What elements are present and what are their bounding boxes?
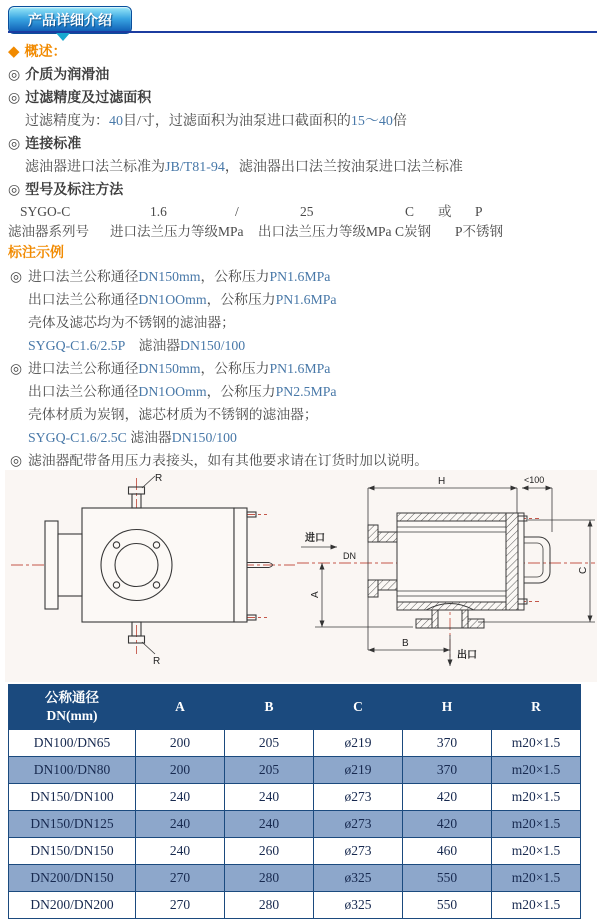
table-cell: ø273 bbox=[314, 838, 403, 865]
text-segment: ，公称压力 bbox=[206, 384, 276, 399]
example-line bbox=[8, 265, 597, 288]
text-segment: 过滤精度为： bbox=[25, 114, 109, 129]
table-cell: 370 bbox=[403, 730, 492, 757]
example-line bbox=[8, 357, 597, 380]
table-cell: 240 bbox=[225, 811, 314, 838]
text-segment: 出口法兰公称通径 bbox=[28, 292, 139, 307]
table-row bbox=[9, 865, 581, 892]
technical-drawing bbox=[5, 470, 597, 682]
model-code-part: 或 bbox=[438, 204, 452, 219]
label-dn: DN bbox=[343, 551, 356, 561]
dimension-table bbox=[8, 684, 581, 919]
text-segment: 15～40 bbox=[350, 114, 393, 129]
table-cell: ø219 bbox=[314, 757, 403, 784]
content-area bbox=[8, 41, 597, 472]
table-cell: 270 bbox=[136, 892, 225, 919]
example-line bbox=[8, 334, 597, 357]
text-segment: SYGQ-C1.6/2.5C bbox=[28, 430, 127, 445]
spec-heading bbox=[8, 64, 597, 87]
example-line bbox=[8, 311, 597, 334]
examples-title-label: 标注示例 bbox=[8, 246, 64, 261]
table-cell: 550 bbox=[403, 865, 492, 892]
table-cell: 205 bbox=[225, 757, 314, 784]
table-header-dn-line: 公称通径 bbox=[45, 690, 99, 705]
example-line bbox=[8, 380, 597, 403]
text-segment: PN1.6MPa bbox=[269, 361, 331, 376]
text-segment: JB/T81-94 bbox=[165, 160, 225, 175]
text-segment: DN1OOmm bbox=[138, 384, 207, 399]
text-segment: DN1OOmm bbox=[138, 292, 207, 307]
text-segment: 滤油器 bbox=[124, 338, 181, 353]
text-segment: PN1.6MPa bbox=[269, 269, 331, 284]
table-header bbox=[9, 685, 581, 730]
table-cell: DN100/DN65 bbox=[9, 730, 136, 757]
table-cell: m20×1.5 bbox=[492, 784, 581, 811]
table-cell: DN100/DN80 bbox=[9, 757, 136, 784]
model-code-part: P bbox=[475, 204, 483, 219]
text-segment: PN2.5MPa bbox=[275, 384, 337, 399]
text-segment: 目/寸，过滤面积为油泵进口截面积的 bbox=[123, 114, 351, 129]
page-title: 产品详细介绍 bbox=[28, 12, 112, 28]
example-line bbox=[8, 288, 597, 311]
table-cell: m20×1.5 bbox=[492, 730, 581, 757]
page-title-tab bbox=[8, 6, 132, 34]
table-cell: 200 bbox=[136, 757, 225, 784]
text-segment: 40 bbox=[109, 114, 123, 129]
overview-blocks bbox=[8, 64, 597, 202]
table-cell: m20×1.5 bbox=[492, 892, 581, 919]
section-view bbox=[297, 488, 595, 666]
circle-bullet-icon: ◎ bbox=[10, 453, 23, 468]
table-row bbox=[9, 757, 581, 784]
circle-bullet-icon: ◎ bbox=[8, 137, 21, 152]
table-cell: 200 bbox=[136, 730, 225, 757]
model-code-part: / bbox=[235, 204, 239, 219]
side-view bbox=[11, 476, 295, 654]
table-row bbox=[9, 730, 581, 757]
example-line bbox=[8, 403, 597, 426]
table-cell: ø219 bbox=[314, 730, 403, 757]
text-segment: DN150/100 bbox=[180, 338, 246, 353]
spec-heading-label: 连接标准 bbox=[25, 137, 82, 152]
circle-bullet-icon: ◎ bbox=[10, 269, 23, 284]
table-cell: 240 bbox=[225, 784, 314, 811]
overview-title-label: 概述： bbox=[24, 45, 67, 60]
table-cell: m20×1.5 bbox=[492, 811, 581, 838]
text-segment: 进口法兰公称通径 bbox=[28, 361, 139, 376]
table-cell: 420 bbox=[403, 784, 492, 811]
label-outlet: 出口 bbox=[457, 650, 477, 661]
table-cell: 260 bbox=[225, 838, 314, 865]
table-cell: ø325 bbox=[314, 865, 403, 892]
table-cell: DN150/DN150 bbox=[9, 838, 136, 865]
table-row bbox=[9, 838, 581, 865]
label-dim-c: C bbox=[578, 566, 589, 574]
table-cell: ø273 bbox=[314, 811, 403, 838]
model-legend-part: 进口法兰压力等级MPa bbox=[110, 224, 244, 239]
table-cell: ø325 bbox=[314, 892, 403, 919]
table-cell: m20×1.5 bbox=[492, 865, 581, 892]
table-header-col: R bbox=[492, 685, 581, 730]
table-cell: 420 bbox=[403, 811, 492, 838]
tab-arrow-icon bbox=[56, 33, 70, 41]
table-cell: 550 bbox=[403, 892, 492, 919]
spec-heading-label: 过滤精度及过滤面积 bbox=[25, 91, 152, 106]
example-blocks bbox=[8, 265, 597, 472]
example-line bbox=[8, 449, 597, 472]
table-cell: DN150/DN125 bbox=[9, 811, 136, 838]
table-cell: DN150/DN100 bbox=[9, 784, 136, 811]
model-legend-part: 滤油器系列号 bbox=[8, 224, 89, 239]
spec-heading bbox=[8, 133, 597, 156]
label-port-bottom: R bbox=[153, 656, 161, 667]
table-row bbox=[9, 784, 581, 811]
text-segment: 出口法兰公称通径 bbox=[28, 384, 139, 399]
table-cell: 240 bbox=[136, 784, 225, 811]
examples-section-title bbox=[8, 242, 597, 265]
text-segment: SYGQ-C1.6/2.5P bbox=[28, 338, 125, 353]
table-header-col: H bbox=[403, 685, 492, 730]
table-header-col: C bbox=[314, 685, 403, 730]
table-cell: 240 bbox=[136, 811, 225, 838]
circle-bullet-icon: ◎ bbox=[8, 68, 21, 83]
spec-paragraph bbox=[8, 156, 597, 179]
table-cell: DN200/DN150 bbox=[9, 865, 136, 892]
model-legend-part: 出口法兰压力等级MPa bbox=[258, 224, 392, 239]
model-code-part: 1.6 bbox=[150, 204, 167, 219]
table-cell: m20×1.5 bbox=[492, 838, 581, 865]
spec-heading bbox=[8, 87, 597, 110]
title-underline bbox=[8, 31, 597, 33]
table-cell: 280 bbox=[225, 892, 314, 919]
model-legend-row bbox=[8, 222, 597, 242]
label-max-offset: <100 bbox=[524, 475, 545, 485]
model-code-part: SYGO-C bbox=[20, 204, 71, 219]
table-cell: 280 bbox=[225, 865, 314, 892]
model-code-row bbox=[8, 202, 597, 222]
text-segment: 滤油器配带备用压力表接头，如有其他要求请在订货时加以说明。 bbox=[28, 453, 429, 468]
spec-heading-label: 型号及标注方法 bbox=[25, 183, 124, 198]
text-segment: 进口法兰公称通径 bbox=[28, 269, 139, 284]
table-cell: m20×1.5 bbox=[492, 757, 581, 784]
table-header-dn bbox=[9, 685, 136, 730]
model-legend-part: C炭钢 bbox=[395, 224, 432, 239]
table-header-col: B bbox=[225, 685, 314, 730]
model-legend-part: P不锈钢 bbox=[455, 224, 504, 239]
text-segment: 滤油器进口法兰标准为 bbox=[25, 160, 165, 175]
table-header-dn-line: DN(mm) bbox=[46, 708, 98, 723]
spec-heading bbox=[8, 179, 597, 202]
text-segment: ，滤油器出口法兰按油泵进口法兰标准 bbox=[224, 160, 463, 175]
label-dim-h: H bbox=[438, 476, 446, 487]
circle-bullet-icon: ◎ bbox=[8, 183, 21, 198]
text-segment: 滤油器 bbox=[126, 430, 172, 445]
text-segment: ，公称压力 bbox=[206, 292, 276, 307]
table-cell: 270 bbox=[136, 865, 225, 892]
text-segment: 壳体材质为炭钢，滤芯材质为不锈钢的滤油器； bbox=[28, 407, 318, 422]
table-cell: DN200/DN200 bbox=[9, 892, 136, 919]
diamond-bullet-icon: ◆ bbox=[8, 44, 20, 60]
table-header-col: A bbox=[136, 685, 225, 730]
spec-heading-label: 介质为润滑油 bbox=[25, 68, 110, 83]
label-dim-a: A bbox=[310, 591, 321, 598]
table-cell: 205 bbox=[225, 730, 314, 757]
spec-paragraph bbox=[8, 110, 597, 133]
table-row bbox=[9, 892, 581, 919]
text-segment: 壳体及滤芯均为不锈钢的滤油器； bbox=[28, 315, 235, 330]
overview-section-title bbox=[8, 41, 597, 64]
table-cell: ø273 bbox=[314, 784, 403, 811]
text-segment: DN150/100 bbox=[171, 430, 237, 445]
table-cell: 460 bbox=[403, 838, 492, 865]
text-segment: ，公称压力 bbox=[200, 361, 270, 376]
text-segment: DN150mm bbox=[138, 361, 201, 376]
label-port-top: R bbox=[155, 473, 163, 484]
model-code-part: 25 bbox=[300, 204, 314, 219]
model-code-part: C bbox=[405, 204, 415, 219]
text-segment: PN1.6MPa bbox=[275, 292, 337, 307]
label-dim-b: B bbox=[402, 638, 409, 649]
table-cell: 370 bbox=[403, 757, 492, 784]
circle-bullet-icon: ◎ bbox=[8, 91, 21, 106]
label-inlet: 进口 bbox=[305, 533, 325, 544]
text-segment: ，公称压力 bbox=[200, 269, 270, 284]
circle-bullet-icon: ◎ bbox=[10, 361, 23, 376]
table-cell: 240 bbox=[136, 838, 225, 865]
text-segment: DN150mm bbox=[138, 269, 201, 284]
text-segment: 倍 bbox=[392, 114, 407, 129]
table-row bbox=[9, 811, 581, 838]
example-line bbox=[8, 426, 597, 449]
